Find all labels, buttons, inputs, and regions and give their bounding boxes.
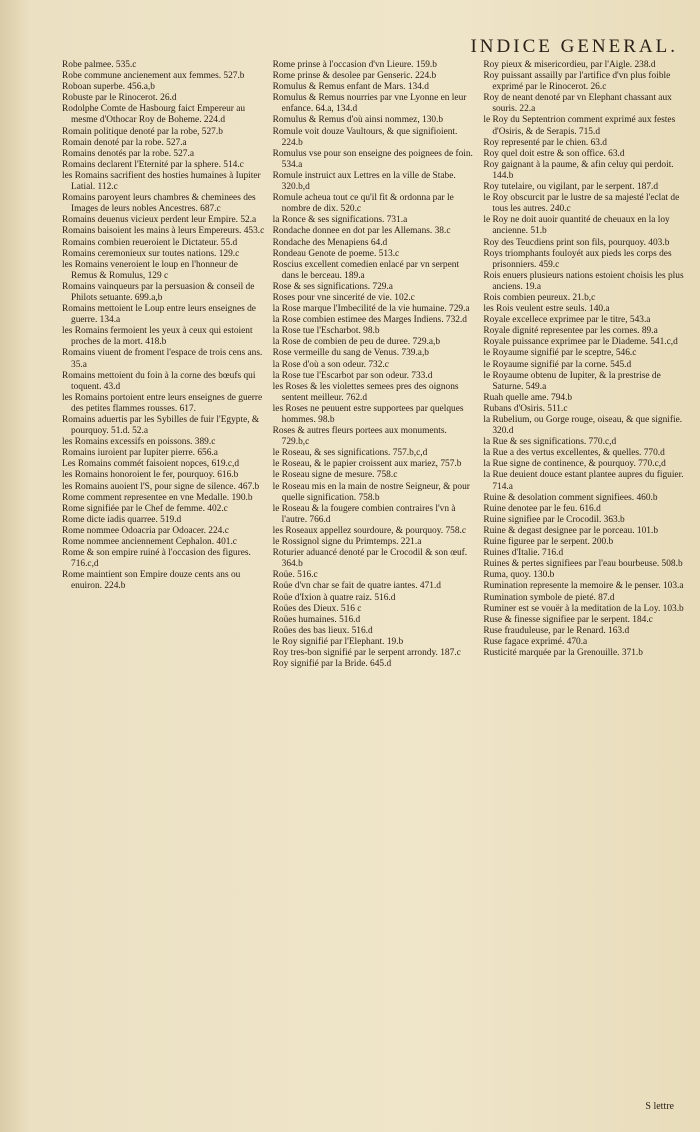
- index-entry: les Romains honoroient le fer, pourquoy. 616.b: [62, 470, 239, 481]
- index-entry: les Roseaux appellez sourdoure, & pourquoy. 758.c: [272, 525, 467, 536]
- index-entry: Rumination symbole de pieté. 87.d: [483, 592, 615, 603]
- index-entry: Roües des Dieux. 516 c: [272, 603, 362, 614]
- index-entry: la Rose d'où a son odeur. 732.c: [272, 359, 389, 370]
- index-entry: Rome nommee anciennement Cephalon. 401.c: [62, 537, 237, 548]
- index-entry: Romains deuenus vicieux perdent leur Empire. 52.a: [62, 215, 257, 226]
- index-entry: Romulus & Remus d'où ainsi nommez, 130.b: [272, 115, 444, 126]
- page-header: [0, 36, 700, 62]
- index-entry: les Romains veneroient le loup en l'honneur de Remus & Romulus, 129 c: [62, 259, 238, 281]
- index-entry: Ruse & finesse signifiee par le serpent. 184.c: [483, 614, 653, 625]
- index-column-2: [273, 60, 476, 670]
- index-entry: Ruine & desolation comment signifiees. 460.b: [483, 492, 658, 503]
- index-entry: Roturier aduancé denoté par le Crocodil & son œuf. 364.b: [272, 548, 468, 570]
- index-entry: Roy quel doit estre & son office. 63.d: [483, 148, 625, 159]
- index-entry: les Romains auoient l'S, pour signe de silence. 467.b: [62, 481, 260, 492]
- index-entry: Les Romains commét faisoient nopces, 619.c,d: [62, 459, 240, 470]
- index-entry: la Rose tue l'Escarbot par son odeur. 733.d: [272, 370, 433, 381]
- index-entry: Rome maintient son Empire douze cents ans ou enuiron. 224.b: [62, 570, 241, 592]
- index-entry: Romains baisoient les mains à leurs Empereurs. 453.c: [62, 226, 265, 237]
- index-entry: Rusticité marquée par la Grenouille. 371.b: [483, 647, 643, 658]
- index-entry: Romains aduertis par les Sybilles de fuir l'Egypte, & pourquoy. 51.d. 52.a: [62, 415, 260, 437]
- index-entry: le Royaume obtenu de Iupiter, & la prestrise de Saturne. 549.a: [483, 370, 661, 392]
- index-entry: Romains combien reueroient le Dictateur. 55.d: [62, 237, 238, 248]
- index-entry: Roys triomphants fouloyét aux pieds les corps des prisonniers. 459.c: [483, 248, 672, 270]
- index-entry: Royale excellece exprimee par le titre, 543.a: [483, 315, 651, 326]
- index-column-3: [483, 60, 686, 670]
- index-entry: la Rue a des vertus excellentes, & quelles. 770.d: [483, 448, 665, 459]
- index-entry: Roy representé par le chien. 63.d: [483, 137, 607, 148]
- index-entry: les Roses & les violettes semees pres des oignons sentent meilleur. 762.d: [272, 381, 459, 403]
- index-entry: Rondeau Genote de poeme. 513.c: [272, 248, 400, 259]
- index-entry: le Roy ne doit auoir quantité de cheuaux en la loy ancienne. 51.b: [483, 215, 670, 237]
- index-entry: Rois enuers plusieurs nations estoient choisis les plus anciens. 19.a: [483, 270, 684, 292]
- index-entry: la Rue & ses significations. 770.c,d: [483, 437, 617, 448]
- index-entry: Rose vermeille du sang de Venus. 739.a,b: [272, 348, 429, 359]
- index-entry: Ruminer est se vouër à la meditation de la Loy. 103.b: [483, 603, 684, 614]
- index-entry: la Rose de combien de peu de duree. 729.a,b: [272, 337, 441, 348]
- index-entry: le Roy du Septentrion comment exprimé aux festes d'Osiris, & de Serapis. 715.d: [483, 115, 676, 137]
- index-entry: le Rossignol signe du Primtemps. 221.a: [272, 537, 422, 548]
- index-entry: Ruine & degast designee par le porceau. 101.b: [483, 525, 659, 536]
- index-entry: la Rose combien estimee des Marges Indiens. 732.d: [272, 315, 467, 326]
- index-entry: Romains ceremonieux sur toutes nations. 129.c: [62, 248, 240, 259]
- index-entry: le Roseau signe de mesure. 758.c: [272, 470, 398, 481]
- index-entry: Roscius excellent comedien enlacé par vn serpent dans le berceau. 189.a: [272, 259, 460, 281]
- index-entry: Roy de neant denoté par vn Elephant chassant aux souris. 22.a: [483, 93, 672, 115]
- index-entry: Roües humaines. 516.d: [272, 614, 361, 625]
- index-entry: les Rois veulent estre seuls. 140.a: [483, 304, 610, 315]
- index-entry: Robuste par le Rinocerot. 26.d: [62, 93, 177, 104]
- index-entry: Ruine figuree par le serpent. 200.b: [483, 537, 614, 548]
- index-entry: Romule acheua tout ce qu'il fit & ordonna par le nombre de dix. 520.c: [272, 193, 454, 215]
- index-entry: Ruine denotee par le feu. 616.d: [483, 503, 601, 514]
- index-entry: le Roseau mis en la main de nostre Seigneur, & pour quelle signification. 758.b: [272, 481, 470, 503]
- index-entry: Rome & son empire ruiné à l'occasion des figures. 716.c,d: [62, 548, 251, 570]
- index-column-1: [62, 60, 265, 670]
- index-entry: Romains viuent de froment l'espace de trois cens ans. 35.a: [62, 348, 263, 370]
- index-entry: Roses pour vne sincerité de vie. 102.c: [272, 292, 415, 303]
- index-entry: Romulus & Remus nourries par vne Lyonne en leur enfance. 64.a, 134.d: [272, 93, 467, 115]
- index-entry: la Rue signe de continence, & pourquoy. 770.c,d: [483, 459, 666, 470]
- index-entry: les Romains sacrifient des hosties humaines à Iupiter Latial. 112.c: [62, 170, 261, 193]
- index-entry: Roy tutelaire, ou vigilant, par le serpent. 187.d: [483, 182, 659, 193]
- index-entry: Romains mettoient le Loup entre leurs enseignes de guerre. 134.a: [62, 304, 256, 326]
- index-entry: Roboan superbe. 456.a,b: [62, 82, 155, 93]
- index-entry: Roy pieux & misericordieu, par l'Aigle. 238.d: [483, 60, 656, 70]
- index-entry: Roüe d'Ixion à quatre raiz. 516.d: [272, 592, 396, 603]
- index-entry: Roües des bas lieux. 516.d: [272, 625, 373, 636]
- index-entry: Rome signifiée par le Chef de femme. 402.c: [62, 503, 228, 514]
- index-entry: Rome dicte iadis quarree. 519.d: [62, 514, 182, 525]
- index-entry: la Rose marque l'Imbecilité de la vie humaine. 729.a: [272, 304, 470, 315]
- index-entry: Rois combien peureux. 21.b,c: [483, 292, 596, 303]
- index-entry: Roy puissant assailly par l'artifice d'vn plus foible exprimé par le Rinocerot. 26.c: [483, 71, 671, 93]
- index-entry: Robe palmee. 535.c: [62, 60, 137, 70]
- index-entry: Roüe. 516.c: [272, 570, 318, 581]
- index-columns: [62, 60, 686, 670]
- index-entry: Ruma, quoy. 130.b: [483, 570, 555, 581]
- index-entry: Romains vainqueurs par la persuasion & conseil de Philots setuante. 699.a,b: [62, 281, 255, 303]
- index-entry: Romain politique denoté par la robe, 527.b: [62, 126, 223, 137]
- index-entry: le Roseau, & le papier croissent aux mariez, 757.b: [272, 459, 462, 470]
- index-entry: Rondache des Menapiens 64.d: [272, 237, 388, 248]
- catchword: S lettre: [645, 1101, 674, 1112]
- index-entry: Romulus & Remus enfant de Mars. 134.d: [272, 82, 429, 93]
- index-entry: Rome comment representee en vne Medalle. 190.b: [62, 492, 253, 503]
- index-entry: Romule voit douze Vaultours, & que signifioient. 224.b: [272, 126, 458, 148]
- index-entry: Roy gaignant à la paume, & afin celuy qui perdoit. 144.b: [483, 159, 674, 181]
- index-entry: la Rose tue l'Escharbot. 98.b: [272, 326, 380, 337]
- index-entry: Romains denotés par la robe. 527.a: [62, 148, 194, 159]
- index-entry: Rumination represente la memoire & le penser. 103.a: [483, 581, 684, 592]
- index-entry: le Roseau & la fougere combien contraires l'vn à l'autre. 766.d: [272, 503, 456, 525]
- index-entry: Rome prinse & desolee par Genseric. 224.b: [272, 71, 437, 82]
- index-entry: Ruine signifiee par le Crocodil. 363.b: [483, 514, 625, 525]
- index-entry: Royale puissance exprimee par le Diademe. 541.c,d: [483, 337, 678, 348]
- index-entry: Ruse frauduleuse, par le Renard. 163.d: [483, 625, 630, 636]
- index-entry: le Roseau, & ses significations. 757.b,c,d: [272, 448, 428, 459]
- index-entry: les Romains portoient entre leurs enseignes de guerre des petites flammes rousses. 617.: [62, 392, 263, 414]
- index-entry: la Rubelium, ou Gorge rouge, oiseau, & que signifie. 320.d: [483, 415, 683, 437]
- index-entry: Rome prinse à l'occasion d'vn Lieure. 159.b: [272, 60, 437, 70]
- index-entry: le Roy obscurcit par le lustre de sa majesté l'eclat de tous les autres. 240.c: [483, 193, 680, 215]
- index-entry: Rubans d'Osiris. 511.c: [483, 403, 568, 414]
- index-entry: Roüe d'vn char se fait de quatre iantes. 471.d: [272, 581, 441, 592]
- index-entry: Roy signifié par la Bride. 645.d: [272, 659, 392, 670]
- index-entry: Romains iuroient par Iupiter pierre. 656.a: [62, 448, 218, 459]
- index-entry: Romule instruict aux Lettres en la ville de Stabe. 320.b,d: [272, 170, 456, 193]
- index-entry: la Ronce & ses significations. 731.a: [272, 215, 408, 226]
- index-entry: Royale dignité representee par les cornes. 89.a: [483, 326, 658, 337]
- index-entry: la Rue deuient douce estant plantee aupres du figuier. 714.a: [483, 470, 684, 492]
- index-entry: les Romains excessifs en poissons. 389.c: [62, 437, 216, 448]
- index-entry: Roy des Teucdiens print son fils, pourquoy. 403.b: [483, 237, 670, 248]
- index-entry: le Roy signifié par l'Elephant. 19.b: [272, 636, 404, 647]
- index-entry: Ruines & pertes signifiees par l'eau bourbeuse. 508.b: [483, 559, 683, 570]
- running-title: INDICE GENERAL.: [470, 36, 678, 57]
- index-entry: les Romains fermoient les yeux à ceux qui estoient proches de la mort. 418.b: [62, 326, 253, 348]
- index-entry: le Royaume signifié par le sceptre, 546.c: [483, 348, 637, 359]
- index-entry: Romulus vse pour son enseigne des poignees de foin. 534.a: [272, 148, 473, 170]
- index-entry: les Roses ne peuuent estre supportees par quelques hommes. 98.b: [272, 403, 464, 425]
- index-entry: Romain denoté par la robe. 527.a: [62, 137, 187, 148]
- index-entry: Ruines d'Italie. 716.d: [483, 548, 564, 559]
- index-entry: Romains declarent l'Eternité par la sphere. 514.c: [62, 159, 244, 170]
- index-entry: Robe commune ancienement aux femmes. 527.b: [62, 71, 245, 82]
- index-entry: Roses & autres fleurs portees aux monuments. 729.b,c: [272, 426, 447, 448]
- index-entry: Roy tres-bon signifié par le serpent arrondy. 187.c: [272, 647, 461, 658]
- index-entry: Rodolphe Comte de Hasbourg faict Empereur au mesme d'Othocar Roy de Boheme. 224.d: [62, 104, 246, 126]
- index-entry: Ruah quelle ame. 794.b: [483, 392, 573, 403]
- index-entry: Ruse fagace exprimé. 470.a: [483, 636, 588, 647]
- index-entry: Rose & ses significations. 729.a: [272, 281, 393, 292]
- index-entry: le Royaume signifié par la corne. 545.d: [483, 359, 632, 370]
- index-entry: Romains paroyent leurs chambres & cheminees des Images de leurs nobles Ancestres. 687.c: [62, 193, 256, 215]
- index-entry: Romains mettoient du foin à la corne des bœufs qui toquent. 43.d: [62, 370, 256, 392]
- index-entry: Rome nommee Odoacria par Odoacer. 224.c: [62, 525, 229, 536]
- index-entry: Rondache donnee en dot par les Allemans. 38.c: [272, 226, 451, 237]
